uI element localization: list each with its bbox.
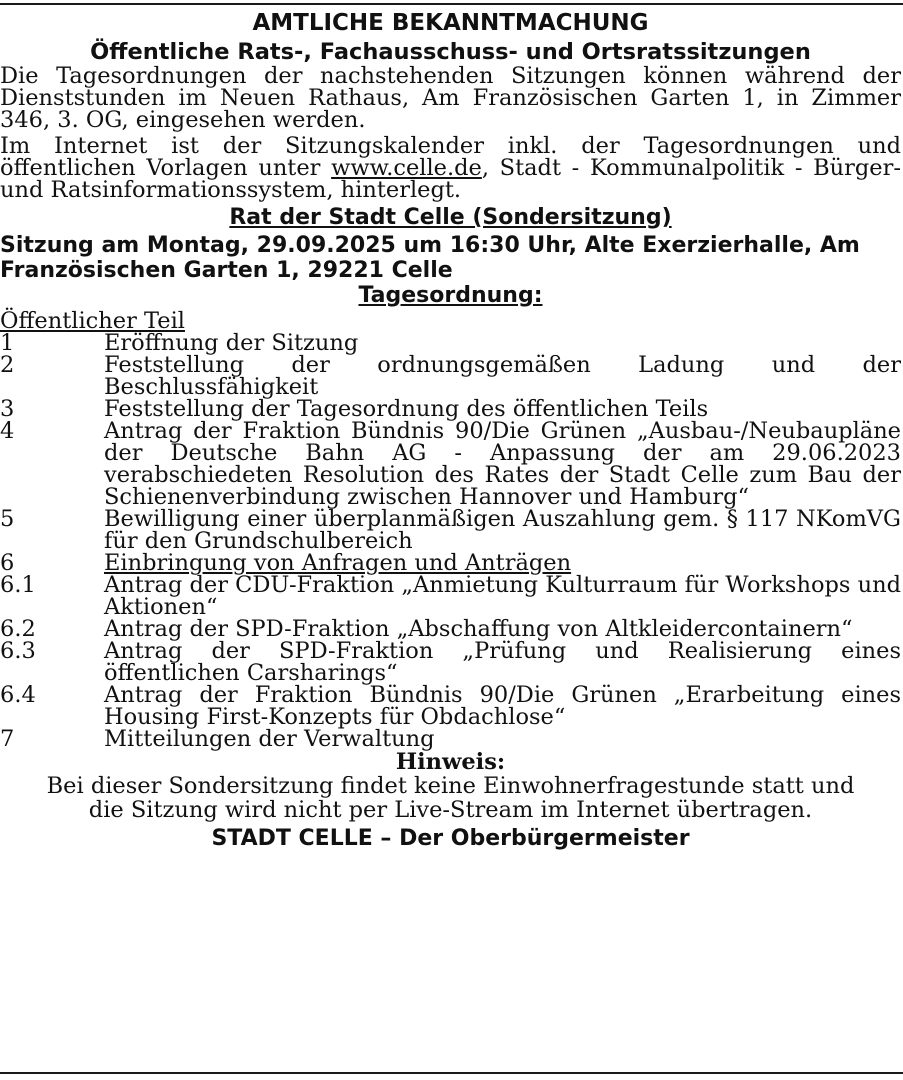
agenda-item-text: Antrag der SPD-Fraktion „Abschaffung von Altkleidercontainern“ bbox=[104, 616, 853, 642]
agenda-item-number: 3 bbox=[0, 396, 15, 422]
agenda-item-text: Mitteilungen der Verwaltung bbox=[104, 726, 435, 752]
agenda-item-text: Antrag der SPD-Fraktion „Prüfung und Realisierung eines öffentlichen Carsharings“ bbox=[104, 638, 901, 686]
website-link[interactable]: www.celle.de bbox=[331, 155, 482, 181]
agenda-item-text: Bewilligung einer überplanmäßigen Auszahlung gem. § 117 NKomVG für den Grundschulbereich bbox=[104, 506, 901, 554]
top-rule bbox=[0, 3, 903, 5]
agenda-item bbox=[0, 354, 901, 398]
agenda-title: Tagesordnung: bbox=[358, 283, 543, 308]
public-part-text: Öffentlicher Teil bbox=[0, 308, 185, 334]
agenda-item-text: Antrag der Fraktion Bündnis 90/Die Grünen „Ausbau-/Neubaupläne der Deutsche Bahn AG - Anpassung der am 29.06.2023 verabschiedeten Resolution des Rates der Stadt Celle zum Bau der Schienenverbindung zwischen Hannover und Hamburg“ bbox=[104, 418, 901, 510]
agenda-item-number: 4 bbox=[0, 418, 15, 444]
agenda-item-text: Feststellung der ordnungsgemäßen Ladung und der Beschlussfähigkeit bbox=[104, 352, 901, 400]
agenda-item-number: 5 bbox=[0, 506, 15, 532]
intro-text-before-link: Im Internet ist der Sitzungskalender inkl. der Tagesordnungen und öffentlichen Vorlagen unter bbox=[0, 133, 901, 181]
agenda-item bbox=[0, 728, 901, 750]
agenda-item bbox=[0, 420, 901, 508]
agenda-item-number: 6.4 bbox=[0, 682, 36, 708]
agenda-item bbox=[0, 332, 901, 354]
session-title: Rat der Stadt Celle (Sondersitzung) bbox=[229, 205, 672, 230]
agenda-item-text: Eröffnung der Sitzung bbox=[104, 330, 359, 356]
notice-subheading: Öffentliche Rats-, Fachausschuss- und Ortsratssitzungen bbox=[90, 39, 811, 65]
footer-signature: STADT CELLE – Der Oberbürgermeister bbox=[211, 826, 690, 851]
notice-heading: AMTLICHE BEKANNTMACHUNG bbox=[252, 10, 649, 36]
notice-content bbox=[0, 8, 901, 854]
intro-text-after-link: , Stadt - Kommunalpolitik - Bürger- und Ratsinformationssystem, hinterlegt. bbox=[0, 155, 901, 203]
agenda-item-number: 6 bbox=[0, 550, 15, 576]
agenda-item bbox=[0, 640, 901, 684]
hinweis-title: Hinweis: bbox=[395, 749, 506, 775]
agenda-item-number: 7 bbox=[0, 726, 15, 752]
agenda-list bbox=[0, 332, 901, 750]
bottom-rule bbox=[0, 1072, 903, 1074]
hinweis-text: Bei dieser Sondersitzung findet keine Einwohnerfragestunde statt und die Sitzung wird nicht per Live-Stream im Internet übertragen. bbox=[46, 773, 855, 823]
meeting-info: Sitzung am Montag, 29.09.2025 um 16:30 Uhr, Alte Exerzierhalle, Am Französischen Garten 1, 29221 Celle bbox=[0, 233, 860, 283]
agenda-item-number: 2 bbox=[0, 352, 15, 378]
agenda-item-number: 6.3 bbox=[0, 638, 36, 664]
agenda-item bbox=[0, 618, 901, 640]
agenda-item-text: Einbringung von Anfragen und Anträgen bbox=[104, 550, 572, 576]
agenda-item bbox=[0, 684, 901, 728]
agenda-item bbox=[0, 552, 901, 574]
intro-paragraph-1: Die Tagesordnungen der nachstehenden Sitzungen können während der Dienststunden im Neuen Rathaus, Am Französischen Garten 1, in Zimmer 346, 3. OG, eingesehen werden. bbox=[0, 63, 901, 133]
agenda-item-text: Feststellung der Tagesordnung des öffentlichen Teils bbox=[104, 396, 709, 422]
agenda-item bbox=[0, 398, 901, 420]
intro-paragraph-2 bbox=[0, 135, 901, 201]
agenda-item-number: 6.1 bbox=[0, 572, 36, 598]
agenda-item bbox=[0, 574, 901, 618]
agenda-item-number: 1 bbox=[0, 330, 15, 356]
agenda-item-number: 6.2 bbox=[0, 616, 36, 642]
agenda-item-text: Antrag der Fraktion Bündnis 90/Die Grünen „Erarbeitung eines Housing First-Konzepts für Obdachlose“ bbox=[104, 682, 901, 730]
public-part-label bbox=[0, 310, 901, 332]
agenda-item-text: Antrag der CDU-Fraktion „Anmietung Kulturraum für Workshops und Aktionen“ bbox=[104, 572, 901, 620]
agenda-item bbox=[0, 508, 901, 552]
